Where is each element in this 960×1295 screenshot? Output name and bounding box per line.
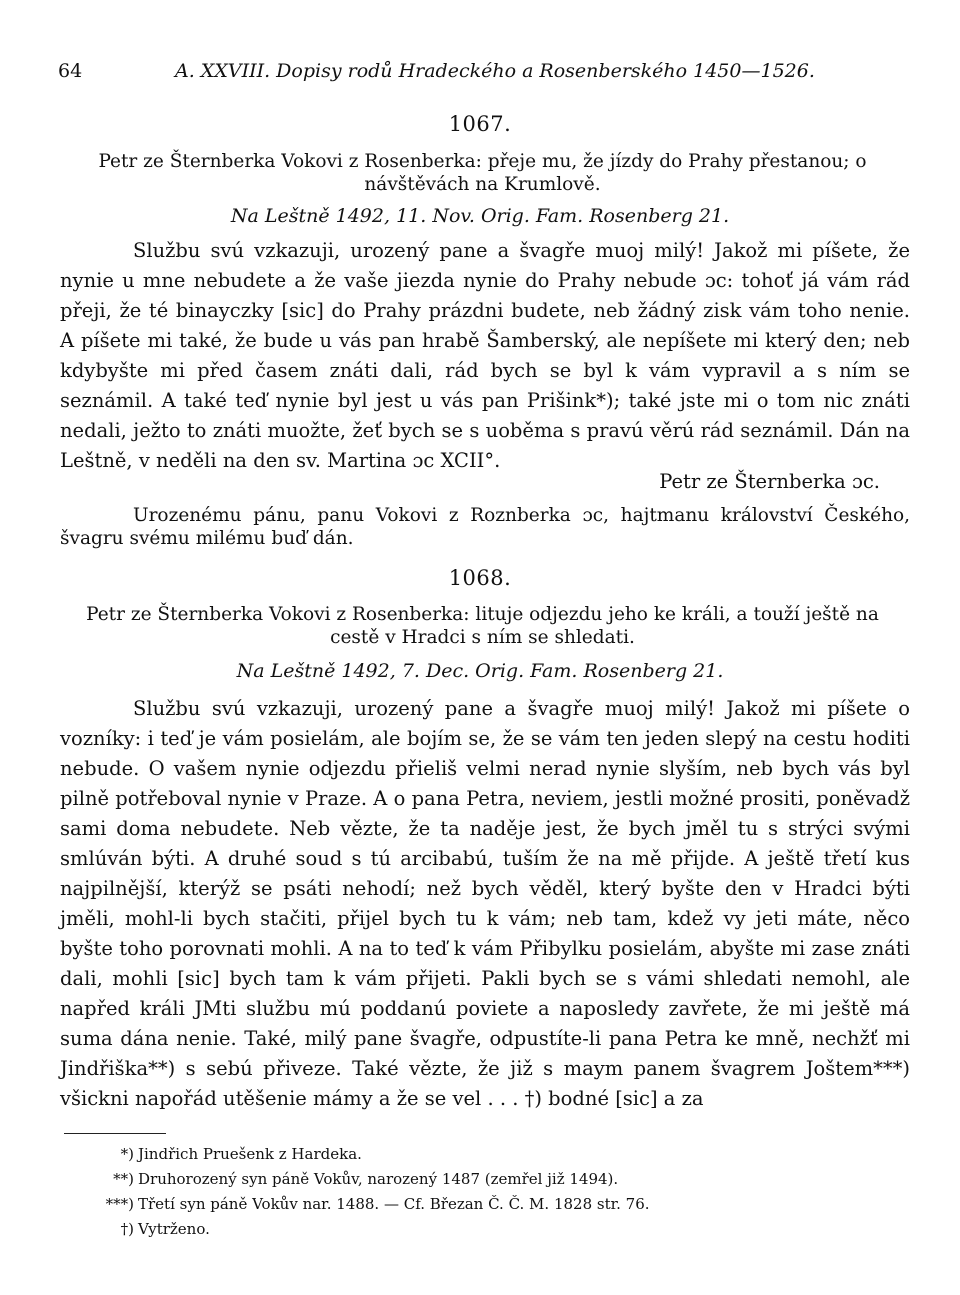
page-number: 64: [58, 60, 83, 82]
footnote-text: Třetí syn páně Vokův nar. 1488. — Cf. Březan Č. Č. M. 1828 str. 76.: [138, 1195, 650, 1213]
letter-number: 1068.: [448, 566, 512, 590]
letter-summary: Petr ze Šternberka Vokovi z Rosenberka: přeje mu, že jízdy do Prahy přestanou; o návštěvách na Krumlově.: [98, 151, 867, 195]
footnotes: [60, 1142, 860, 1242]
footnote-mark: ***): [105, 1195, 134, 1213]
letter-address: Urozenému pánu, panu Vokovi z Roznberka ɔc, hajtmanu království Českého, švagru svému milému buď dán.: [60, 505, 910, 549]
footnote: [60, 1142, 860, 1167]
footnote-mark: †): [120, 1220, 134, 1238]
footnote-text: Druhorozený syn páně Vokův, narozený 1487 (zemřel již 1494).: [138, 1170, 619, 1188]
footnote-text: Vytrženo.: [138, 1220, 210, 1238]
footnote-divider: [64, 1133, 166, 1134]
footnote-mark: *): [120, 1145, 134, 1163]
letter-summary: Petr ze Šternberka Vokovi z Rosenberka: lituje odjezdu jeho ke králi, a touží ještě na cestě v Hradci s ním se shledati.: [86, 604, 879, 648]
letter-signature: Petr ze Šternberka ɔc.: [659, 470, 880, 493]
footnote-text: Jindřich Pruešenk z Hardeka.: [138, 1145, 362, 1163]
running-title: A. XXVIII. Dopisy rodů Hradeckého a Rosenberského 1450—1526.: [175, 60, 815, 82]
page-header: [0, 60, 960, 90]
letter-source: Na Leštně 1492, 7. Dec. Orig. Fam. Rosenberg 21.: [236, 660, 724, 682]
footnote: [60, 1192, 860, 1217]
letter-body: Službu svú vzkazuji, urozený pane a švagře muoj milý! Jakož mi píšete, že nynie u mne nebudete a že vaše jiezda nynie do Prahy nebude ɔc: tohoť já vám rád přeji, že té binayczky [sic] do Prahy prázdni budete, neb žádný zisk vám toho nenie. A píšete mi také, že bude u vás pan hrabě Šamberský, ale nepíšete mi který den; neb kdybyšte mi před časem znáti dali, rád bych se byl k vám vypravil a s ním se seznámil. A také teď nynie byl jest u vás pan Prišink*); také jste mi o tom nic znáti nedali, ježto to znáti muožte, žeť bych se s uoběma s pravú věrú rád seznámil. Dán na Leštně, v neděli na den sv. Martina ɔc XCII°.: [60, 239, 910, 472]
letter-number: 1067.: [448, 112, 512, 136]
footnote-mark: **): [113, 1170, 134, 1188]
footnote: [60, 1167, 860, 1192]
footnote: [60, 1217, 860, 1242]
letter-source: Na Leštně 1492, 11. Nov. Orig. Fam. Rosenberg 21.: [230, 205, 730, 227]
letter-body: Službu svú vzkazuji, urozený pane a švagře muoj milý! Jakož mi píšete o vozníky: i teď je vám posielám, ale bojím se, že se vám ten jeden slepý na cestu hoditi nebude. O vašem nynie odjezdu přieliš velmi nerad nynie slyším, neb bych vás byl pilně potřeboval nynie v Praze. A o pana Petra, neviem, jestli možné prositi, poněvadž sami doma nebudete. Neb vězte, že ta naděje jest, že bych jměl tu s strýci svými smlúván býti. A druhé soud s tú arcibabú, tuším že na mě přijde. A ještě třetí kus najpilnější, kterýž se psáti nehodí; než bych věděl, který byšte den v Hradci býti jměli, mohl-li bych stačiti, přijel bych tu k vám; neb tam, kdež vy jeti máte, něco byšte toho porovnati mohli. A na to teď k vám Přibylku posielám, abyšte mi zase znáti dali, mohli [sic] bych tam k vám přijeti. Pakli bych se s vámi shledati nemohl, ale napřed králi JMti službu mú poddanú poviete a naposledy zavřete, že mi ještě má suma dána nenie. Také, milý pane švagře, odpustíte-li pana Petra ke mně, nechžť mi Jindřiška**) s sebú přiveze. Také vězte, že již s maym panem švagrem Joštem***) všickni napořád utěšenie mámy a že se vel . . . †) bodné [sic] a za: [60, 697, 910, 1110]
